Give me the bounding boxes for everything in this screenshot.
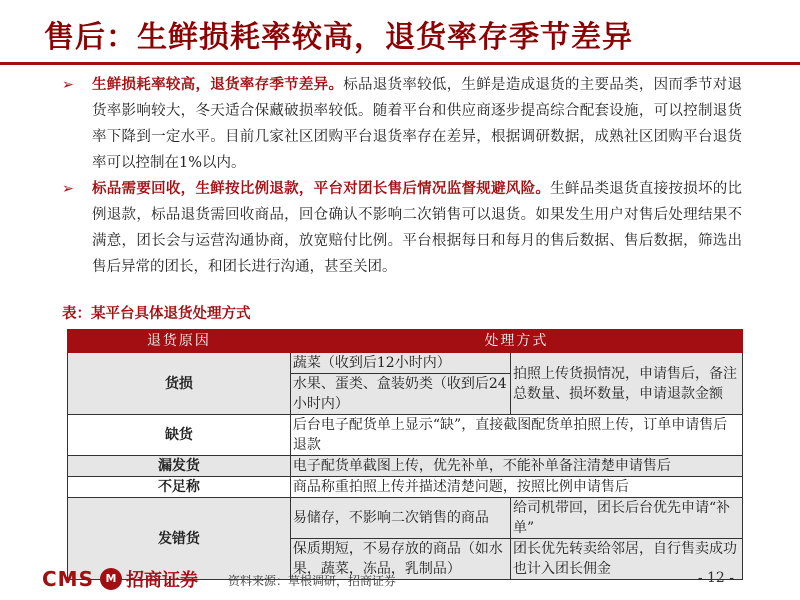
title-bar: [0, 0, 800, 62]
condition-cell: 易储存，不影响二次销售的商品: [290, 498, 510, 539]
page-number: - 12 -: [697, 570, 734, 586]
condition-cell: 保质期短，不易存放的商品（如水果，蔬菜，冻品，乳制品）: [290, 539, 510, 580]
reason-cell: 不足称: [68, 477, 291, 498]
bullet-text: 标品退货率较低，生鲜是造成退货的主要品类，因而季节对退货率影响较大，冬天适合保藏破损率较低。随着平台和供应商逐步提高综合配套设施，可以控制退货率下降到一定水平。目前几家社区团购平台退货率存在差异，根据调研数据，成熟社区团购平台退货率可以控制在1%以内。: [92, 77, 743, 171]
table-caption: 表：某平台具体退货处理方式: [62, 305, 251, 322]
bullet-lead: 生鲜损耗率较高，退货率存季节差异。: [92, 76, 344, 93]
bullet-lead: 标品需要回收，生鲜按比例退款，平台对团长售后情况监督规避风险。: [92, 180, 551, 197]
method-cell: 拍照上传货损情况，申请售后，备注总数量、损坏数量，申请退款金额: [510, 353, 742, 415]
return-policy-table: [67, 329, 743, 580]
method-cell: 给司机带回，团长后台优先申请“补单”: [510, 498, 742, 539]
method-cell: 电子配货单截图上传，优先补单，不能补单备注清楚申请售后: [290, 456, 742, 477]
logo-mark-icon: M: [100, 568, 122, 590]
table-row: [68, 353, 743, 374]
bullet-text: 生鲜品类退货直接按损坏的比例退款，标品退货需回收商品，回仓确认不影响二次销售可以退货。如果发生用户对售后处理结果不满意，团长会与运营沟通协商，放宽赔付比例。平台根据每日和每月的售后数据、售后数据，筛选出售后异常的团长，和团长进行沟通，甚至关团。: [92, 181, 743, 275]
title-rule: [0, 62, 800, 65]
arrow-bullet-icon: ➢: [62, 77, 74, 93]
condition-cell: 蔬菜（收到后12小时内）: [290, 353, 510, 374]
arrow-bullet-icon: ➢: [62, 181, 74, 197]
reason-cell: 发错货: [68, 498, 291, 580]
table-row: [68, 477, 743, 498]
condition-cell: 水果、蛋类、盒装奶类（收到后24小时内）: [290, 374, 510, 415]
page-title: 售后：生鲜损耗率较高，退货率存季节差异: [44, 20, 633, 55]
header-method: 处理方式: [290, 330, 742, 353]
table-row: [68, 415, 743, 456]
table-row: [68, 456, 743, 477]
bullet-item: [62, 72, 742, 176]
table-header-row: [68, 330, 743, 353]
reason-cell: 货损: [68, 353, 291, 415]
source-note: 资料来源：草根调研，招商证券: [228, 574, 397, 588]
reason-cell: 漏发货: [68, 456, 291, 477]
reason-cell: 缺货: [68, 415, 291, 456]
bullet-list: [62, 72, 742, 280]
logo-chinese: 招商证券: [125, 570, 198, 591]
method-cell: 后台电子配货单上显示“缺”，直接截图配货单拍照上传，订单申请售后退款: [290, 415, 742, 456]
table-row: [68, 498, 743, 539]
header-reason: 退货原因: [68, 330, 291, 353]
cms-logo: [42, 566, 198, 592]
method-cell: 团长优先转卖给邻居，自行售卖成功也计入团长佣金: [510, 539, 742, 580]
logo-latin: CMS: [42, 567, 94, 591]
bullet-item: [62, 176, 742, 280]
method-cell: 商品称重拍照上传并描述清楚问题，按照比例申请售后: [290, 477, 742, 498]
